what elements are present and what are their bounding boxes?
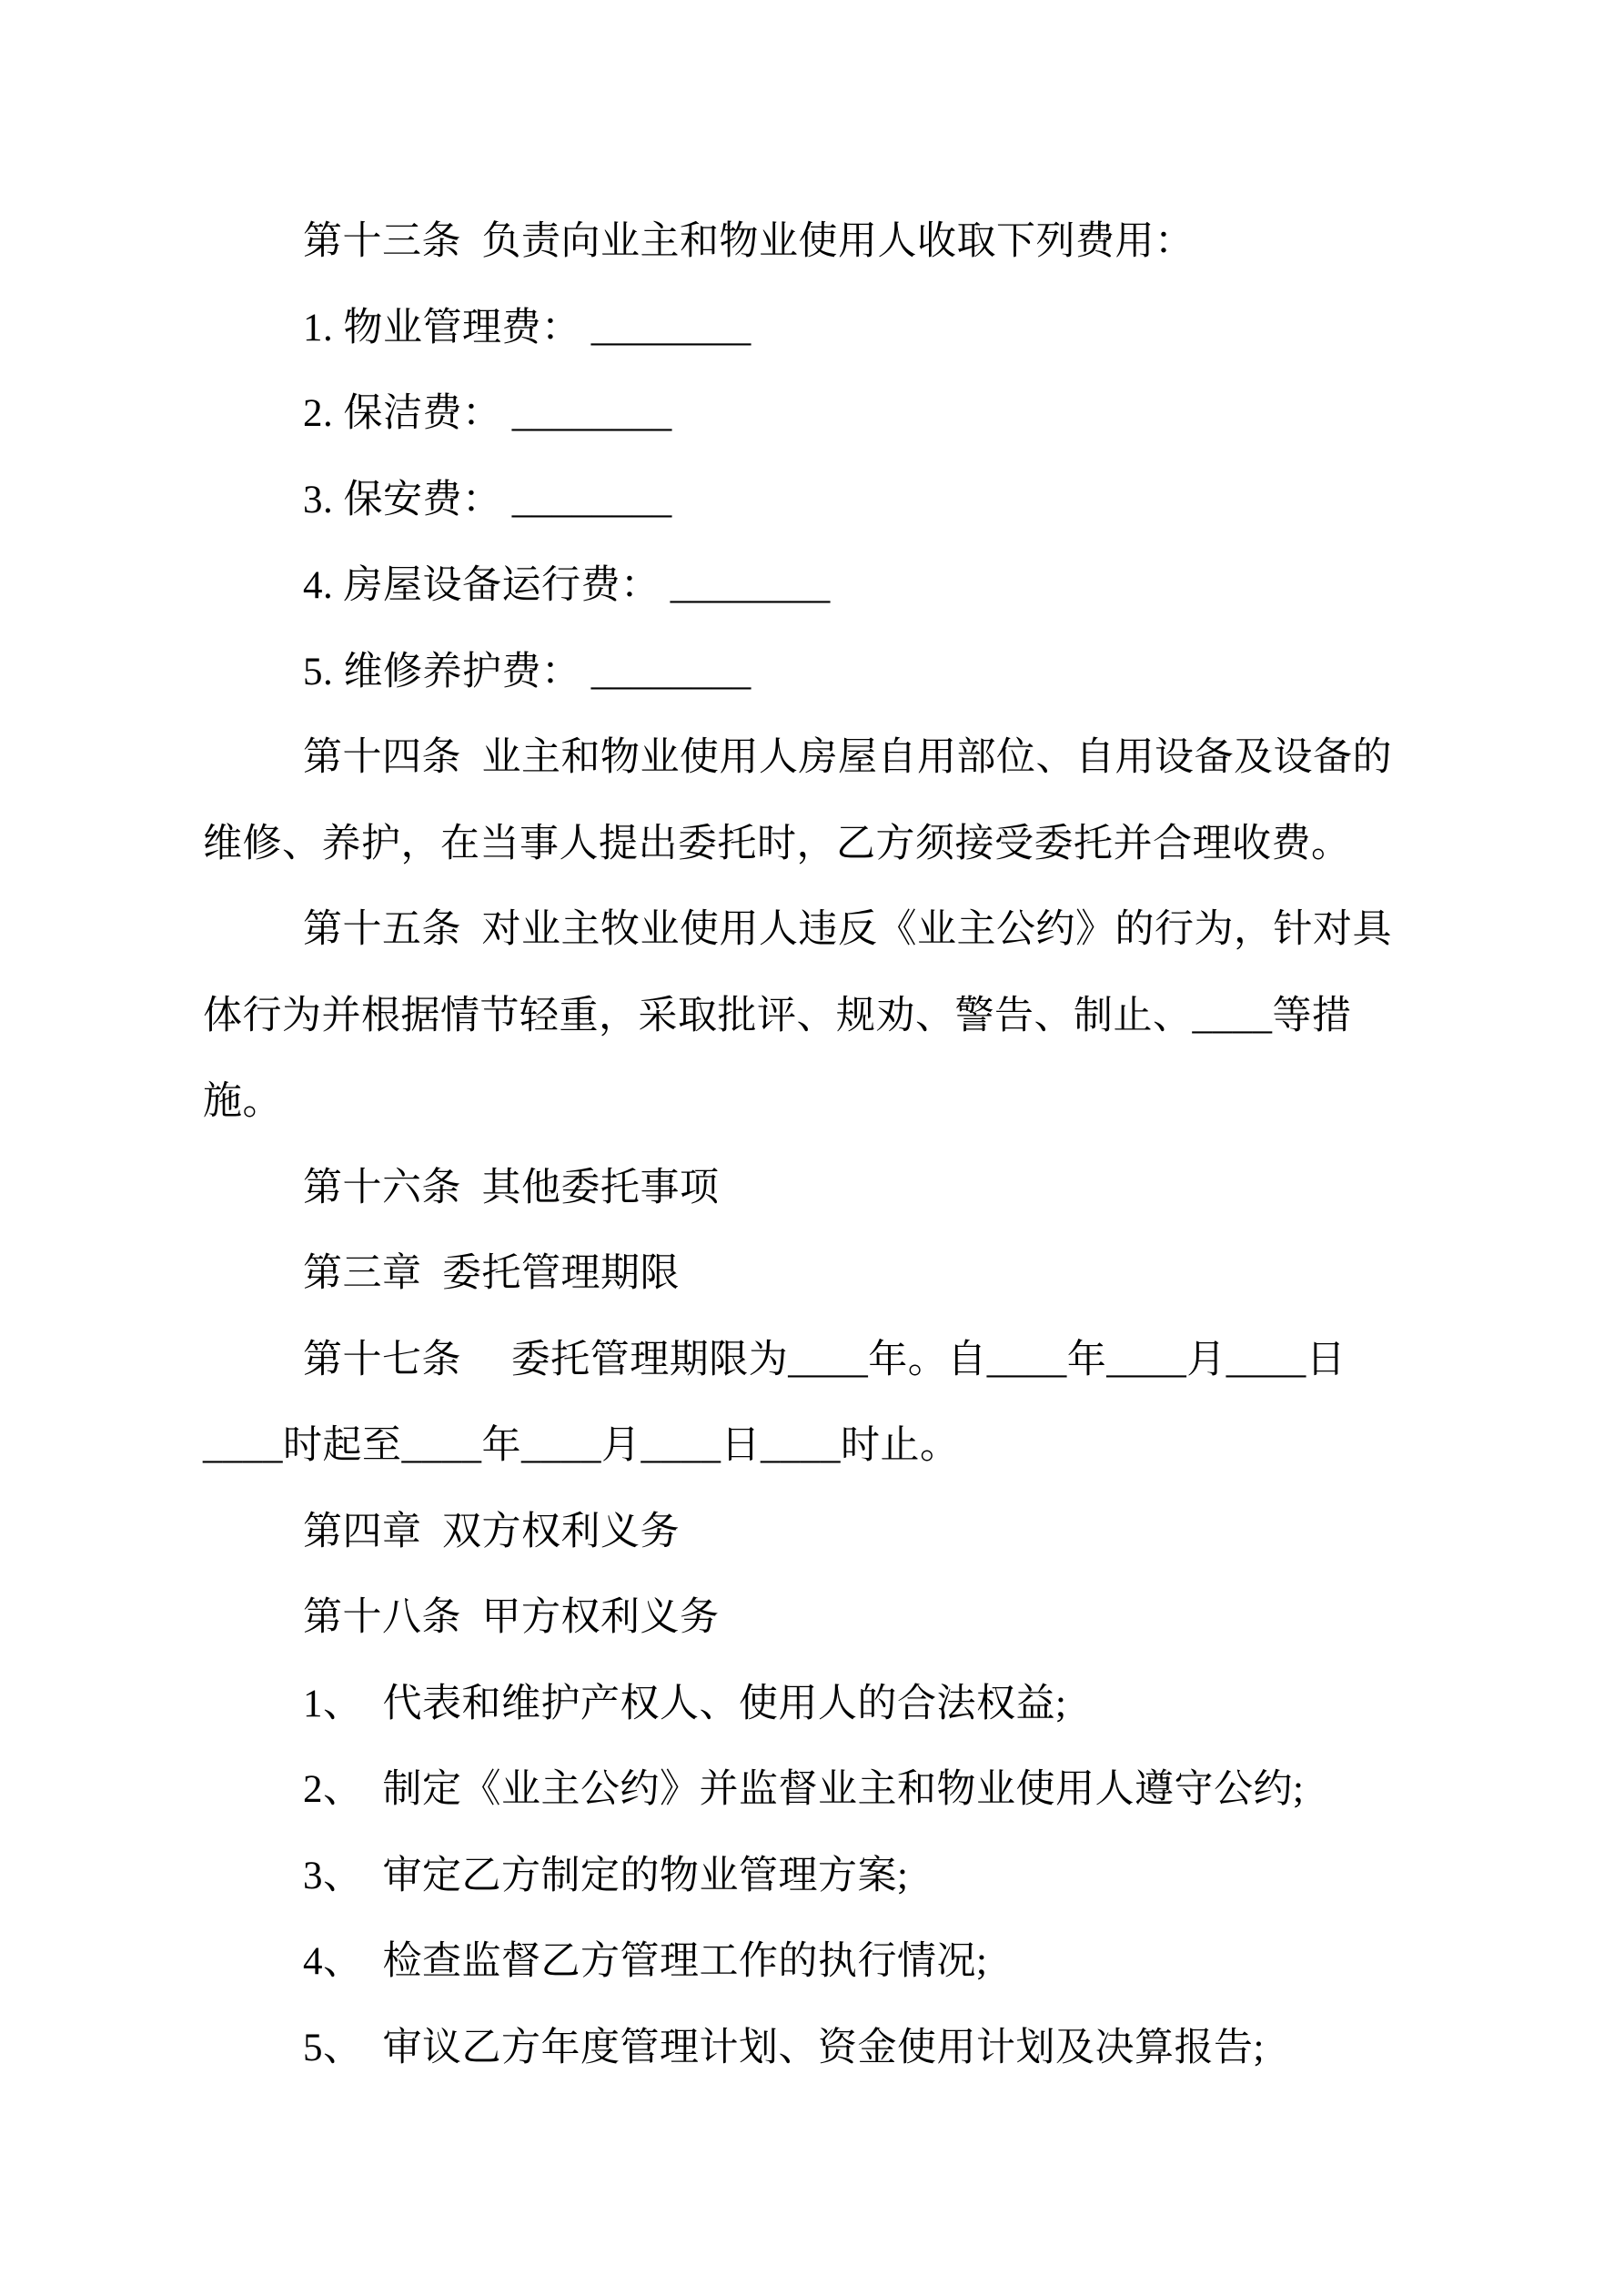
clause-14-line-1: 第十四条 业主和物业使用人房屋自用部位、自用设备及设备的 xyxy=(303,736,1392,779)
party-a-right-1: 1、 代表和维护产权人、使用人的合法权益; xyxy=(303,1682,1067,1725)
party-a-right-2: 2、 制定《业主公约》并监督业主和物业使用人遵守公约; xyxy=(303,1768,1305,1811)
fee-item-4: 4. 房屋设备运行费： ________ xyxy=(303,564,831,607)
clause-17-line-1: 第十七条 委托管理期限为____年。自____年____月____日 xyxy=(303,1338,1347,1381)
document-text-block xyxy=(203,199,1477,2091)
clause-13-heading: 第十三条 负责向业主和物业使用人收取下列费用： xyxy=(303,220,1195,263)
party-a-right-3: 3、 审定乙方制定的物业管理方案; xyxy=(303,1854,909,1897)
fee-item-3: 3. 保安费： ________ xyxy=(303,478,672,521)
clause-17-line-2: ____时起至____年____月____日____时止。 xyxy=(203,1424,960,1467)
clause-15-line-1: 第十五条 对业主牧业使用人违反《业主公约》的行为，针对具 xyxy=(303,908,1392,951)
fee-item-2: 2. 保洁费： ________ xyxy=(303,392,672,435)
clause-18-heading: 第十八条 甲方权利义务 xyxy=(303,1596,720,1639)
party-a-right-5: 5、 审议乙方年度管理计划、资金使用计划及决算报告; xyxy=(303,2026,1265,2069)
chapter-4-heading: 第四章 双方权利义务 xyxy=(303,1510,680,1553)
clause-15-line-3: 施。 xyxy=(203,1080,282,1123)
party-a-right-4: 4、 检查监督乙方管理工作的执行情况; xyxy=(303,1940,988,1983)
clause-15-line-2: 体行为并根据情节轻重，采取批评、规劝、警告、制止、____等措 xyxy=(203,994,1352,1037)
clause-14-line-2: 维修、养护，在当事人提出委托时，乙方须接受委托并合理收费。 xyxy=(203,822,1351,865)
fee-item-1: 1. 物业管理费： ________ xyxy=(303,306,751,349)
fee-item-5: 5. 维修养护费： ________ xyxy=(303,650,751,693)
chapter-3-heading: 第三章 委托管理期限 xyxy=(303,1252,680,1295)
clause-16-heading: 第十六条 其他委托事项 xyxy=(303,1166,720,1209)
